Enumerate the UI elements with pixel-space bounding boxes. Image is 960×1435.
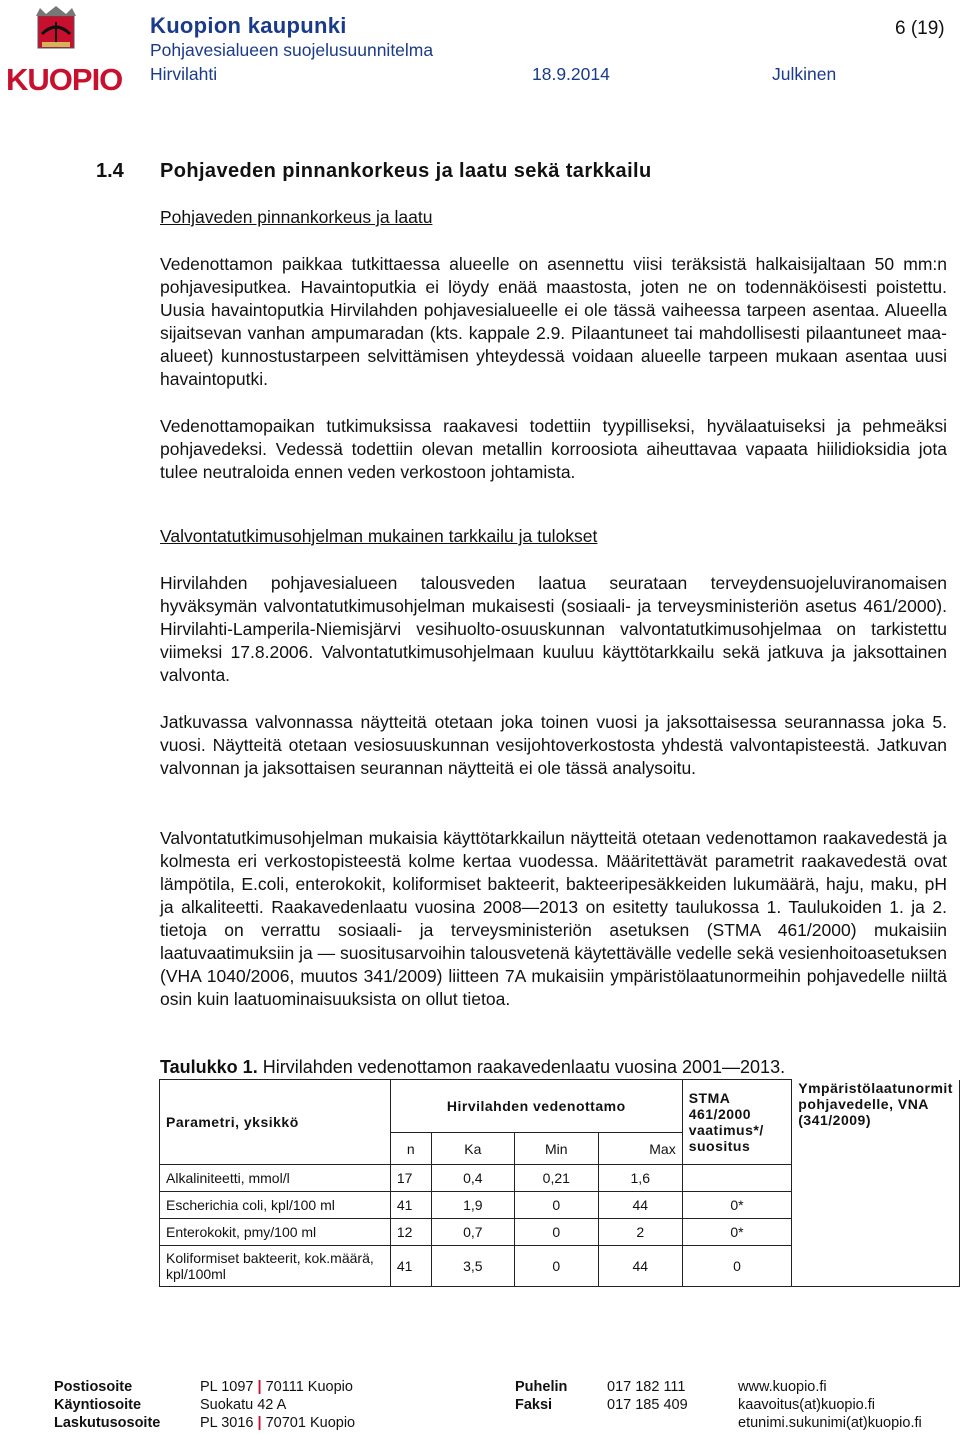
footer-separator: | [257, 1415, 262, 1431]
coat-of-arms-icon [6, 4, 106, 64]
footer-website-link[interactable]: www.kuopio.fi [738, 1379, 827, 1395]
table-cell-min: 0 [514, 1192, 598, 1219]
table-header-stma: STMA 461/2000 vaatimus*/ suositus [682, 1080, 792, 1165]
table-cell-min: 0 [514, 1246, 598, 1287]
kuopio-logo [6, 4, 123, 97]
table-header-group: Hirvilahden vedenottamo [390, 1080, 682, 1133]
section-title: Pohjaveden pinnankorkeus ja laatu sekä tarkkailu [160, 160, 652, 182]
table-cell-ka: 3,5 [431, 1246, 514, 1287]
table-cell-ka: 0,4 [431, 1165, 514, 1192]
table-cell-n: 17 [390, 1165, 431, 1192]
table-subheader-min: Min [514, 1133, 598, 1165]
table-cell-param: Escherichia coli, kpl/100 ml [160, 1192, 391, 1219]
table-cell-max: 44 [598, 1192, 682, 1219]
footer-billing-box: PL 3016 [200, 1415, 254, 1431]
table-cell-n: 12 [390, 1219, 431, 1246]
water-quality-table [159, 1079, 960, 1287]
table-cell-stma: 0* [682, 1192, 792, 1219]
subheading-water-level: Pohjaveden pinnankorkeus ja laatu [160, 207, 433, 227]
page-number: 6 (19) [895, 18, 945, 39]
table-cell-ka: 0,7 [431, 1219, 514, 1246]
logo-wordmark: KUOPIO [6, 62, 123, 97]
table-caption-label: Taulukko 1. [160, 1057, 258, 1077]
table-cell-max: 2 [598, 1219, 682, 1246]
footer-label-postal: Postiosoite [54, 1379, 133, 1395]
footer-email-link[interactable]: kaavoitus(at)kuopio.fi [738, 1397, 876, 1413]
footer-postal-address [200, 1378, 353, 1396]
table-cell-n: 41 [390, 1192, 431, 1219]
header-area: Hirvilahti [150, 64, 218, 84]
table-cell-param: Enterokokit, pmy/100 ml [160, 1219, 391, 1246]
footer-fax-label: Faksi [515, 1397, 553, 1413]
table-cell-param: Koliformiset bakteerit, kok.määrä, kpl/100ml [160, 1246, 391, 1287]
header-classification: Julkinen [772, 64, 837, 84]
subheading-monitoring: Valvontatutkimusohjelman mukainen tarkkailu ja tulokset [160, 526, 598, 546]
table-cell-stma [682, 1165, 792, 1192]
table-cell-n: 41 [390, 1246, 431, 1287]
footer-postal-box: PL 1097 [200, 1379, 254, 1395]
table-cell-min: 0,21 [514, 1165, 598, 1192]
footer-separator: | [257, 1379, 262, 1395]
table-subheader-max: Max [598, 1133, 682, 1165]
footer-label-visit: Käyntiosoite [54, 1397, 142, 1413]
footer-billing-city: 70701 Kuopio [265, 1415, 356, 1431]
table-cell-max: 44 [598, 1246, 682, 1287]
table-cell-ka: 1,9 [431, 1192, 514, 1219]
footer-label-billing: Laskutusosoite [54, 1415, 161, 1431]
paragraph: Jatkuvassa valvonnassa näytteitä otetaan joka toinen vuosi ja jaksottaisessa seurannassa joka 5. vuosi. Näytteitä otetaan vesiosuuskunnan vesijohtoverkostosta yhdestä valvontapisteestä. Jatkuvan valvonnan ja jaksottaisen seurannan näytteitä ei ole tässä analysoitu. [160, 712, 947, 778]
table-header-parameter: Parametri, yksikkö [160, 1080, 391, 1165]
table-cell-stma: 0* [682, 1219, 792, 1246]
header-organization: Kuopion kaupunki [150, 13, 347, 38]
paragraph: Valvontatutkimusohjelman mukaisia käyttötarkkailun näytteitä otetaan vedenottamon raakavedestä ja kolmesta eri verkostopisteestä kolme kertaa vuodessa. Määritettävät parametrit raakavedestä ovat lämpötila, E.coli, enterokokit, koliformiset bakteerit, bakteeripesäkkeiden lukumäärä, haju, maku, pH ja alkaliteetti. Raakavedenlaatu vuosina 2008—2013 on esitetty taulukossa 1. Taulukoiden 1. ja 2. tietoja on verrattu sosiaali- ja terveysministeriön asetuksen (STMA 461/2000) mukaisiin laatuvaatimuksiin ja — suositusarvoihin talousvetenä käytettävälle vedelle sekä vesienhoitoasetuksen (VHA 1040/2006, muutos 341/2009) liitteen 7A mukaisiin ympäristölaatunormeihin pohjavedelle niiltä osin kuin laatuominaisuuksista on ollut tietoa. [160, 828, 947, 1009]
footer-phone-label: Puhelin [515, 1379, 568, 1395]
table-caption [160, 1057, 785, 1078]
footer-billing-address [200, 1414, 355, 1432]
paragraph: Hirvilahden pohjavesialueen talousveden laatua seurataan terveydensuojeluviranomaisen hyväksymän valvontatutkimusohjelman mukaisesti (sosiaali- ja terveysministeriön asetus 461/2000). Hirvilahti-Lamperila-Niemisjärvi vesihuolto-osuuskunnan valvontatutkimusohjelmaa on tarkistettu viimeksi 17.8.2006. Valvontatutkimusohjelmaan kuuluu käyttötarkkailu sekä jatkuva ja jaksottainen valvonta. [160, 573, 947, 685]
table-cell-stma: 0 [682, 1246, 792, 1287]
table-subheader-ka: Ka [431, 1133, 514, 1165]
header-document-title: Pohjavesialueen suojelusuunnitelma [150, 40, 434, 60]
footer-phone: 017 182 111 [607, 1379, 686, 1395]
footer-postal-city: 70111 Kuopio [265, 1379, 353, 1395]
paragraph: Vedenottamopaikan tutkimuksissa raakavesi todettiin tyypilliseksi, hyvälaatuiseksi ja pehmeäksi pohjavedeksi. Vedessä todettiin olevan metallin korroosiota aiheuttavaa vapaata hiilidioksidia jota tulee neutraloida ennen veden verkostoon johtamista. [160, 416, 947, 482]
table-caption-text: Hirvilahden vedenottamon raakavedenlaatu vuosina 2001—2013. [262, 1057, 786, 1077]
table-subheader-n: n [390, 1133, 431, 1165]
header-date: 18.9.2014 [532, 64, 610, 84]
footer-email-pattern: etunimi.sukunimi(at)kuopio.fi [738, 1415, 922, 1431]
table-cell-min: 0 [514, 1219, 598, 1246]
footer-fax: 017 185 409 [607, 1397, 688, 1413]
paragraph: Vedenottamon paikkaa tutkittaessa alueelle on asennettu viisi teräksistä halkaisijaltaan 50 mm:n pohjavesiputkea. Havaintoputkia ei löydy enää maastosta, joten ne on todennäköisesti poistettu. Uusia havaintoputkia Hirvilahden pohjavesialueelle ei ole tässä vaiheessa tarpeen asentaa. Alueella sijaitsevan vanhan ampumaradan (kts. kappale 2.9. Pilaantuneet tai mahdollisesti pilaantuneet maa-alueet) kunnostustarpeen selvittämisen yhteydessä voidaan alueelle tarpeen mukaan asentaa uusi havaintoputki. [160, 254, 947, 389]
section-number: 1.4 [96, 160, 124, 182]
table-header-vna: Ympäristölaatunormit pohjavedelle, VNA (341/2009) [792, 1080, 960, 1287]
table-cell-max: 1,6 [598, 1165, 682, 1192]
table-cell-param: Alkaliniteetti, mmol/l [160, 1165, 391, 1192]
footer-visit-address: Suokatu 42 A [200, 1397, 287, 1413]
